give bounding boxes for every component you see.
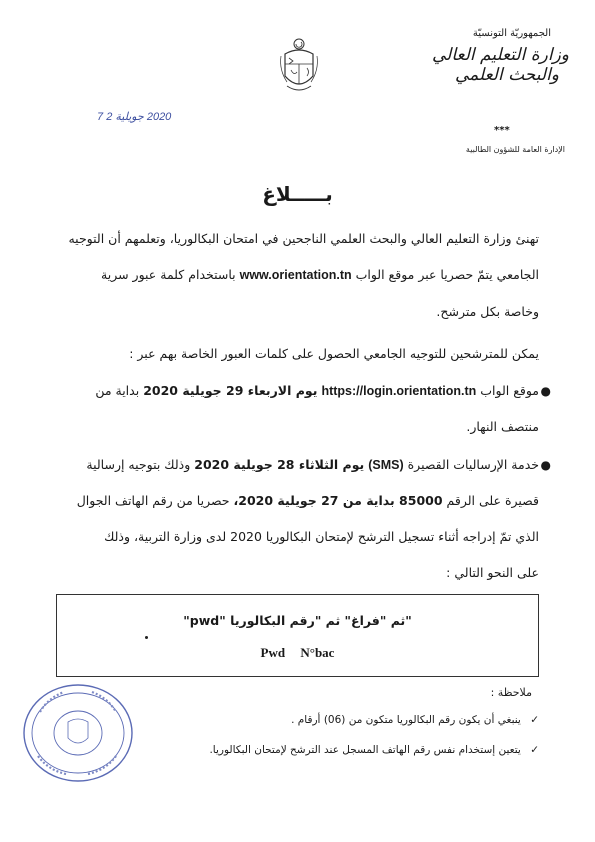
separator-stars: ***: [494, 125, 510, 136]
bullet-1-line-1: [49, 383, 551, 398]
bullet-2-sms: (SMS): [368, 458, 404, 472]
bullet-1-line-2: منتصف النهار.: [466, 419, 539, 434]
sms-format-box: [56, 594, 539, 677]
intro-line-1: تهنئ وزارة التعليم العالي والبحث العلمي الناجحين في امتحان البكالوريا، وتعلمهم أن التوجيه: [68, 231, 539, 246]
bullet-2-line-2: [49, 494, 539, 508]
bullet-2-line-2-bold: 85000 بداية من 27 جويلية 2020،: [233, 493, 443, 508]
coat-of-arms-icon: [277, 36, 321, 98]
page-title: بـــــلاغ: [262, 182, 333, 206]
note-item-text: يتعين إستخدام نفس رقم الهاتف المسجل عند الترشح لإمتحان البكالوريا.: [209, 744, 521, 756]
sms-code-format: Pwd N°bac: [260, 645, 335, 660]
intro-line-2-pre: الجامعي يتمّ حصريا عبر موقع الواب: [355, 267, 539, 282]
bullet-2-line-1: [49, 457, 551, 472]
stray-dot: [145, 636, 148, 639]
bullet-1-date: يوم الاربعاء 29 جويلية 2020: [143, 383, 318, 398]
intro-line-2: [49, 268, 539, 282]
login-site-link[interactable]: https://login.orientation.tn: [321, 384, 477, 398]
bullet-2-line-2-pre: قصيرة على الرقم: [446, 493, 539, 508]
bullet-icon: ●: [540, 458, 551, 472]
note-item-text: ينبغي أن يكون رقم البكالوريا متكون من (06) أرقام .: [291, 714, 521, 726]
bullet-1-post: بداية من: [95, 383, 140, 398]
bullet-1-pre: موقع الواب: [480, 383, 539, 398]
means-intro: يمكن للمترشحين للتوجيه الجامعي الحصول على كلمات العبور الخاصة بهم عبر :: [129, 346, 539, 361]
bullet-2-pre: خدمة الإرساليات القصيرة: [407, 457, 539, 472]
bullet-2-line-2-post: حصريا من رقم الهاتف الجوال: [76, 493, 230, 508]
ministry-header: [409, 28, 569, 85]
bullet-2-line-4: على النحو التالي :: [446, 565, 539, 580]
bullet-2-date: يوم الثلاثاء 28 جويلية 2020: [194, 457, 365, 472]
orientation-site-link[interactable]: www.orientation.tn: [239, 268, 352, 282]
bullet-icon: ●: [540, 384, 551, 398]
republic-label: الجمهوريّة التونسيّة: [472, 28, 551, 39]
date-stamp: 2020 جويلية 2 7: [97, 111, 172, 123]
notes-label: ملاحظة :: [490, 686, 532, 699]
bullet-2-post: وذلك بتوجيه إرسالية: [86, 457, 191, 472]
bullet-2-line-3: الذي تمّ إدراجه أثناء تسجيل الترشح لإمتحان البكالوريا 2020 لدى وزارة التربية، وذلك: [104, 529, 539, 544]
note-item: [209, 744, 539, 756]
ministry-name-line2: والبحث العلمي: [454, 65, 559, 85]
note-item: [291, 714, 539, 726]
checkmark-icon: ✓: [530, 714, 539, 726]
sms-command-text: "pwd" ثم "فراغ" ثم "رقم البكالوريا": [183, 613, 412, 628]
department-label: الإدارة العامة للشؤون الطالبية: [465, 145, 565, 154]
intro-line-3: وخاصة بكل مترشح.: [436, 304, 539, 319]
checkmark-icon: ✓: [530, 744, 539, 756]
intro-line-2-post: باستخدام كلمة عبور سرية: [101, 267, 236, 282]
official-seal-icon: [20, 682, 136, 784]
ministry-name-line1: وزارة التعليم العالي: [431, 45, 569, 65]
